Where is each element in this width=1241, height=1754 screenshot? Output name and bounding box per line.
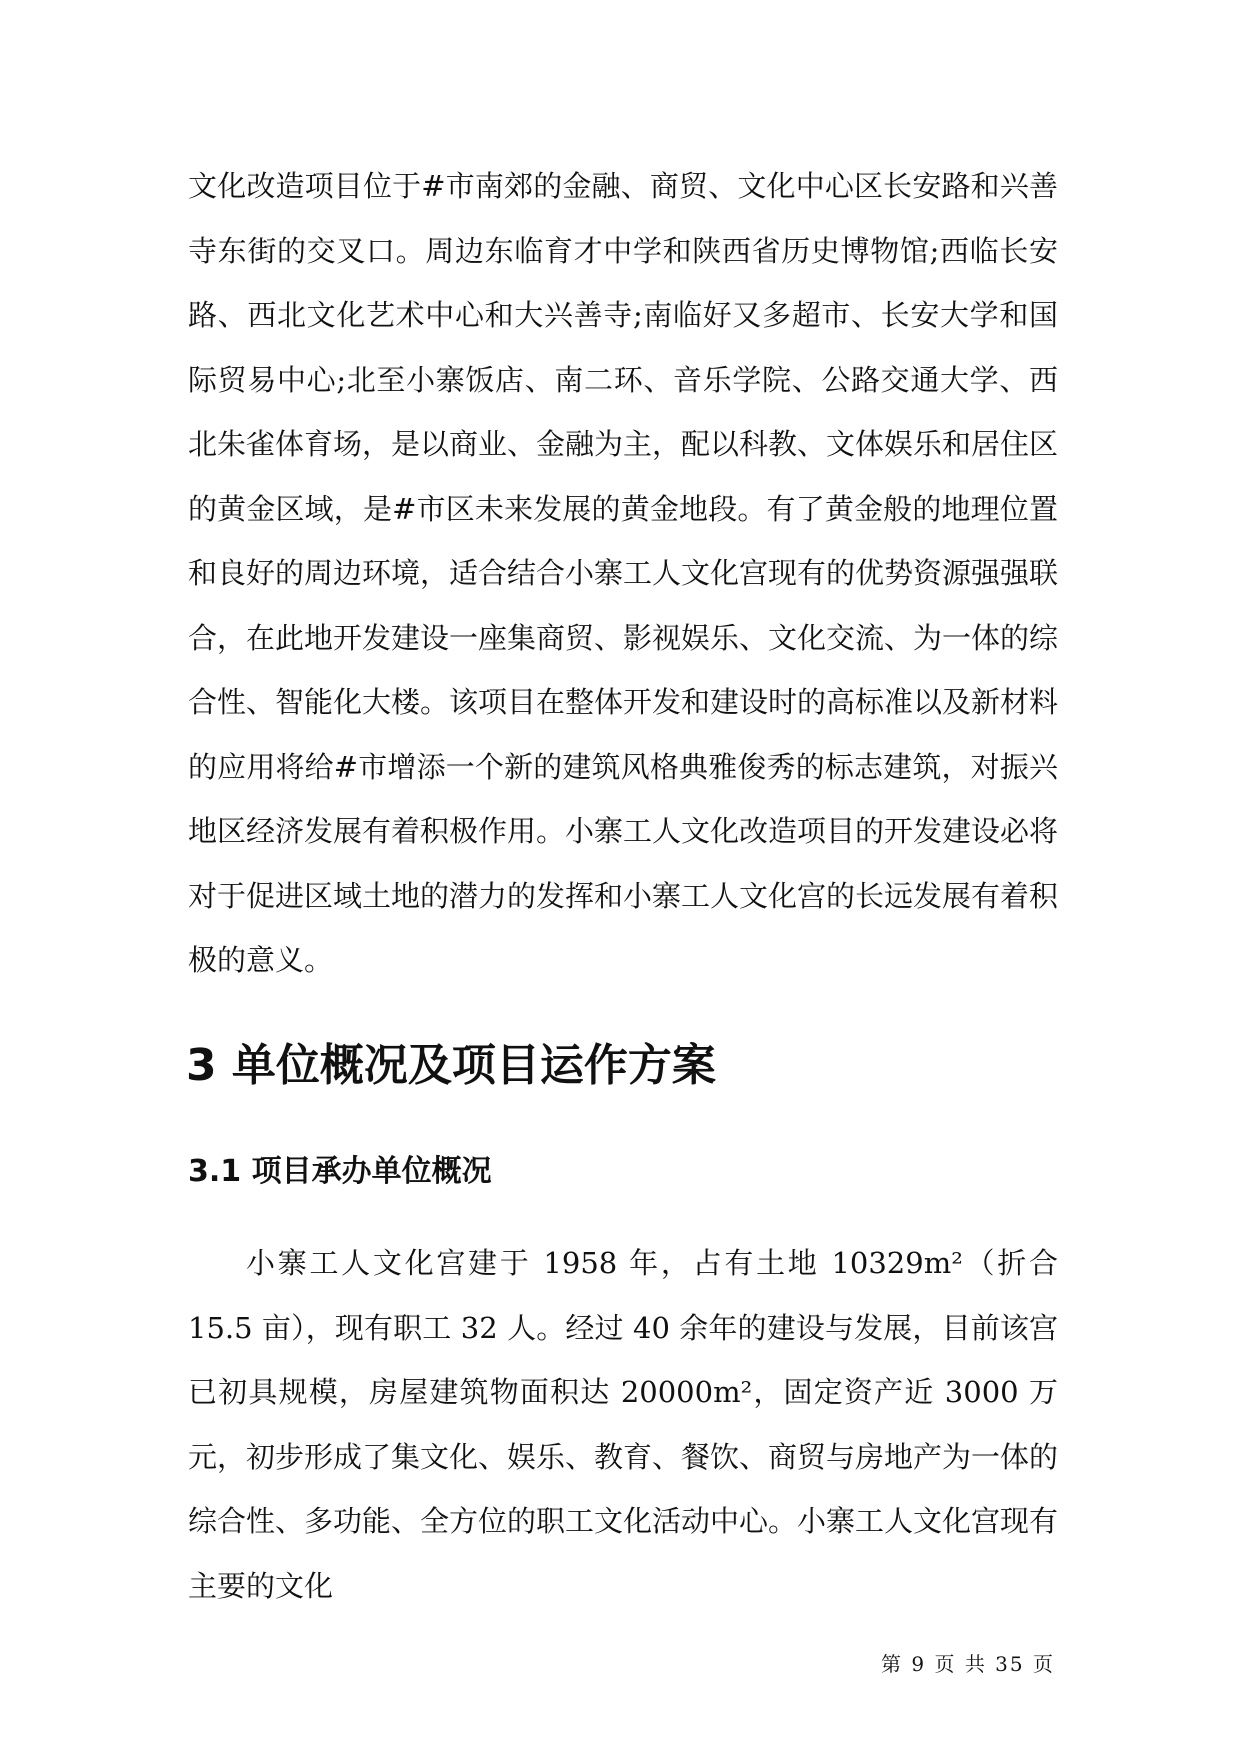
body-paragraph-overview: 小寨工人文化宫建于 1958 年，占有土地 10329m²（折合 15.5 亩），现有职工 32 人。经过 40 余年的建设与发展，目前该宫已初具规模，房屋建筑物面积达 20000m²，固定资产近 3000 万元，初步形成了集文化、娱乐、教育、餐饮、商贸与房地产为一体的综合性、多功能、全方位的职工文化活动中心。小寨工人文化宫现有主要的文化 (188, 1246, 1059, 1603)
body-paragraph-location: 文化改造项目位于#市南郊的金融、商贸、文化中心区长安路和兴善寺东街的交叉口。周边东临育才中学和陕西省历史博物馆;西临长安路、西北文化艺术中心和大兴善寺;南临好又多超市、长安大学和国际贸易中心;北至小寨饭店、南二环、音乐学院、公路交通大学、西北朱雀体育场，是以商业、金融为主，配以科教、文体娱乐和居住区的黄金区域，是#市区未来发展的黄金地段。有了黄金般的地理位置和良好的周边环境，适合结合小寨工人文化宫现有的优势资源强强联合，在此地开发建设一座集商贸、影视娱乐、文化交流、为一体的综合性、智能化大楼。该项目在整体开发和建设时的高标准以及新材料的应用将给#市增添一个新的建筑风格典雅俊秀的标志建筑，对振兴地区经济发展有着积极作用。小寨工人文化改造项目的开发建设必将对于促进区域土地的潜力的发挥和小寨工人文化宫的长远发展有着积极的意义。 (188, 169, 1059, 977)
page-number-footer: 第 9 页 共 35 页 (881, 1652, 1055, 1676)
subsection-heading-3-1: 3.1 项目承办单位概况 (188, 1154, 492, 1189)
section-heading-3: 3 单位概况及项目运作方案 (186, 1040, 716, 1091)
